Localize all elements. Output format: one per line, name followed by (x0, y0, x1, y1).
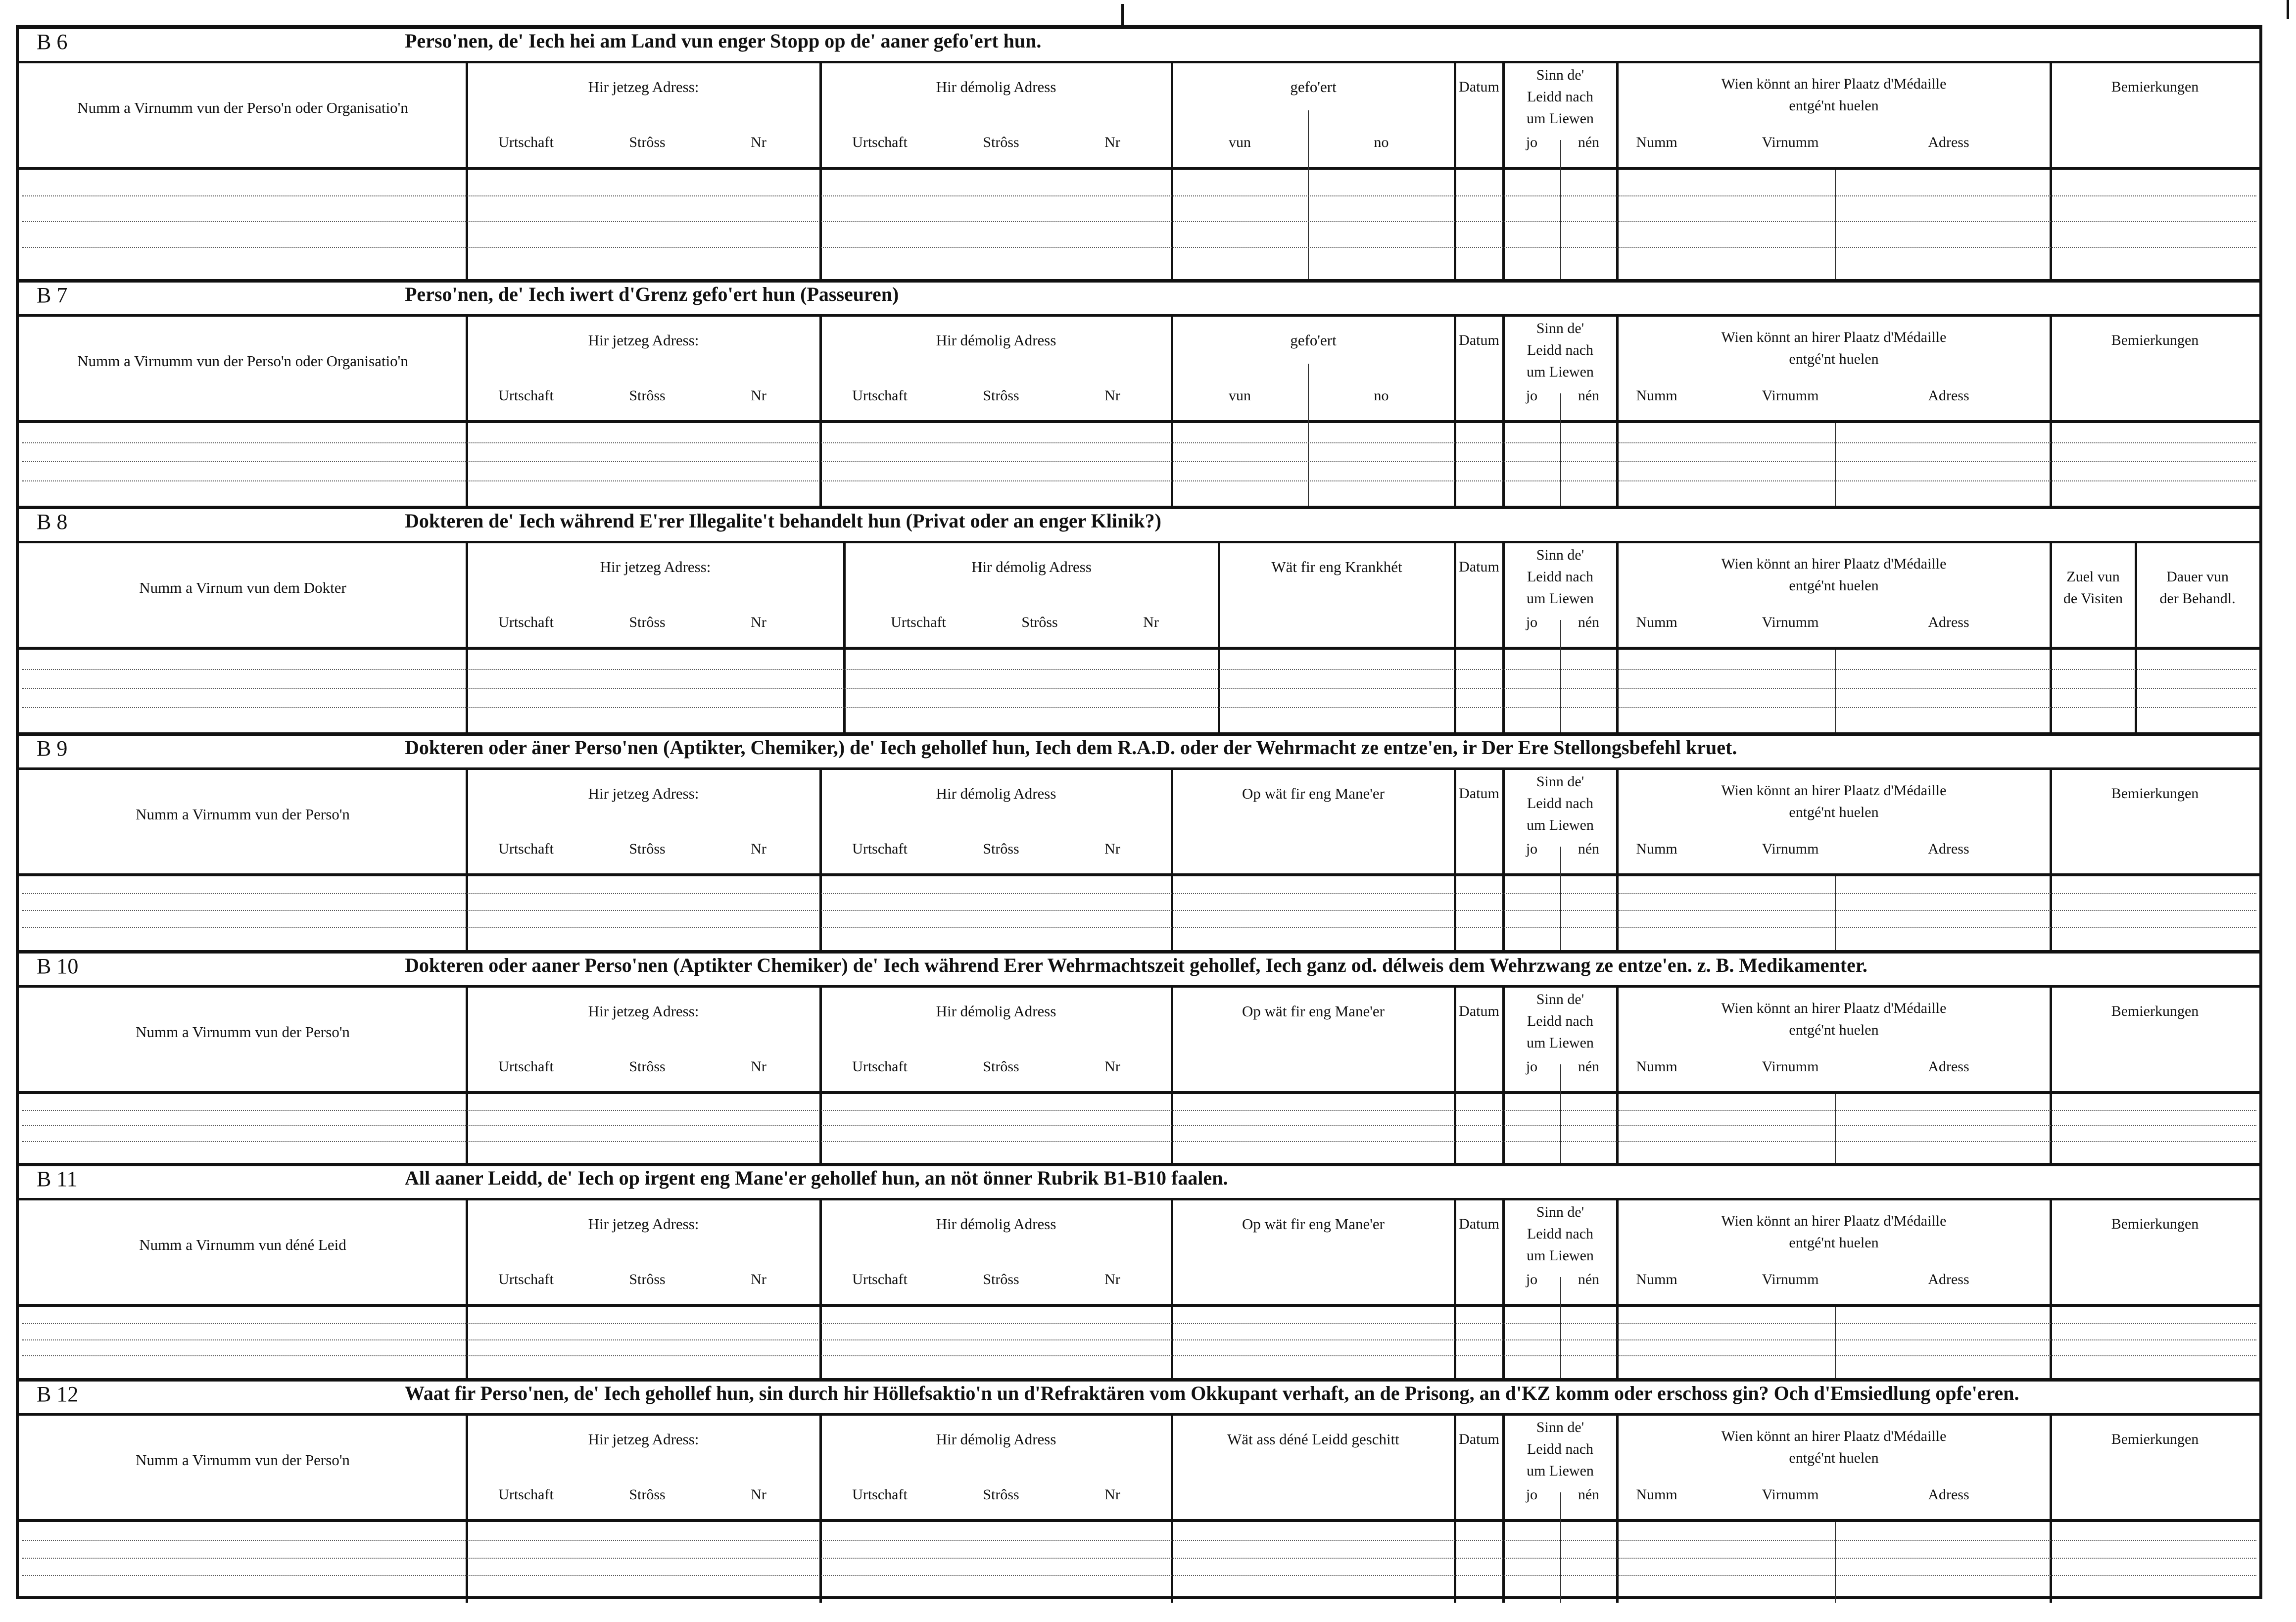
column-date: Datum (1459, 559, 1499, 575)
section-title-row (19, 283, 2259, 314)
column-remarks: Bemierkungen (2111, 332, 2199, 348)
column-former-address: Hir démolig Adress (936, 1002, 1056, 1020)
entry-row-line[interactable] (22, 461, 2256, 462)
section-code: B 10 (37, 954, 79, 978)
column-divider (1454, 314, 1456, 509)
sub-street: Strôss (983, 134, 1019, 150)
column-detail: Wät ass déné Leidd geschitt (1227, 1431, 1399, 1448)
column-alive-line: Sinn de' (1536, 1419, 1584, 1435)
sub-town: Urtschaft (852, 841, 908, 857)
sub-no: nén (1578, 134, 1600, 150)
sub-no: nén (1578, 387, 1600, 404)
column-alive-line: um Liewen (1527, 817, 1594, 833)
column-date: Datum (1459, 785, 1499, 802)
section-code: B 6 (37, 30, 68, 54)
sub-street: Strôss (629, 387, 666, 404)
from-to-divider (1308, 110, 1309, 283)
column-driven: gefo'ert (1290, 332, 1337, 349)
sub-medal-address: Adress (1928, 134, 1969, 150)
column-alive-line: um Liewen (1527, 1247, 1594, 1264)
column-person-name: Numm a Virnumm vun der Perso'n (136, 1023, 350, 1041)
column-former-address: Hir démolig Adress (936, 785, 1056, 802)
entry-row-line[interactable] (22, 1575, 2256, 1576)
entry-row-line[interactable] (22, 195, 2256, 196)
yes-no-divider (1560, 140, 1561, 283)
sub-number: Nr (1104, 841, 1120, 857)
column-divider (2135, 541, 2137, 736)
column-person-name: Numm a Virnumm vun déné Leid (139, 1236, 346, 1253)
column-medal-recipient: entgé'nt huelen (1789, 97, 1879, 114)
section-title-row (19, 954, 2259, 985)
section-code: B 12 (37, 1382, 79, 1406)
section-header (19, 1413, 2259, 1522)
sub-medal-name: Numm (1636, 1271, 1677, 1288)
section-code: B 7 (37, 283, 68, 307)
sub-to: no (1374, 387, 1389, 404)
column-alive-line: Sinn de' (1536, 320, 1584, 336)
sub-number: Nr (1104, 1058, 1120, 1075)
sub-town: Urtschaft (498, 841, 554, 857)
column-divider (819, 314, 822, 509)
entry-row-line[interactable] (22, 669, 2256, 670)
column-date: Datum (1459, 1216, 1499, 1232)
section-header (19, 61, 2259, 170)
sub-street: Strôss (983, 387, 1019, 404)
column-divider (1616, 767, 1619, 954)
column-medal-recipient: entgé'nt huelen (1789, 1450, 1879, 1466)
medal-divider (1835, 650, 1836, 736)
sub-from: vun (1229, 387, 1251, 404)
section-b8 (19, 506, 2259, 732)
section-title-row (19, 1166, 2259, 1198)
entry-row-line[interactable] (22, 1558, 2256, 1559)
column-medal-recipient: entgé'nt huelen (1789, 351, 1879, 367)
entry-row-line[interactable] (22, 707, 2256, 708)
column-alive-line: um Liewen (1527, 110, 1594, 127)
column-alive-line: Leidd nach (1527, 1013, 1594, 1029)
column-person-name: Numm a Virnumm vun der Perso'n oder Organisatio'n (77, 99, 408, 116)
column-person-name: Numm a Virnumm vun der Perso'n oder Organisatio'n (77, 352, 408, 370)
sub-no: nén (1578, 614, 1600, 630)
sub-medal-firstname: Virnumm (1762, 387, 1819, 404)
sub-number: Nr (1104, 387, 1120, 404)
column-detail: Op wät fir eng Mane'er (1242, 1002, 1385, 1020)
column-duration: Dauer vun (2166, 569, 2229, 585)
section-header (19, 985, 2259, 1094)
sub-town: Urtschaft (498, 614, 554, 630)
column-remarks: Bemierkungen (2111, 1003, 2199, 1019)
column-divider (1502, 61, 1505, 283)
column-current-address: Hir jetzeg Adress: (600, 558, 711, 575)
sub-number: Nr (1104, 134, 1120, 150)
section-title-row (19, 1382, 2259, 1413)
sub-street: Strôss (629, 134, 666, 150)
column-current-address: Hir jetzeg Adress: (588, 1002, 699, 1020)
column-divider (1502, 1413, 1505, 1603)
column-current-address: Hir jetzeg Adress: (588, 332, 699, 349)
column-alive-line: Leidd nach (1527, 342, 1594, 358)
column-date: Datum (1459, 1003, 1499, 1019)
sub-street: Strôss (629, 1271, 666, 1288)
column-current-address: Hir jetzeg Adress: (588, 1431, 699, 1448)
section-title: Perso'nen, de' Iech hei am Land vun enger Stopp op de' aaner gefo'ert hun. (405, 30, 1042, 52)
from-to-divider (1308, 364, 1309, 509)
section-header (19, 541, 2259, 650)
sub-yes: jo (1526, 387, 1538, 404)
column-divider (466, 767, 468, 954)
section-title: Perso'nen, de' Iech iwert d'Grenz gefo'ert hun (Passeuren) (405, 283, 899, 305)
entry-row-line[interactable] (22, 893, 2256, 894)
section-b11 (19, 1163, 2259, 1378)
medal-divider (1835, 423, 1836, 509)
sub-no: nén (1578, 1271, 1600, 1288)
yes-no-divider (1560, 1277, 1561, 1382)
sub-town: Urtschaft (852, 134, 908, 150)
column-former-address: Hir démolig Adress (936, 1215, 1056, 1233)
section-code: B 11 (37, 1167, 78, 1191)
column-alive-line: Sinn de' (1536, 1204, 1584, 1220)
column-alive-line: Sinn de' (1536, 991, 1584, 1007)
sub-street: Strôss (629, 1486, 666, 1503)
column-divider (1218, 541, 1220, 736)
sub-medal-firstname: Virnumm (1762, 1271, 1819, 1288)
entry-row-line[interactable] (22, 910, 2256, 911)
section-title: Waat fir Perso'nen, de' Iech gehollef hun, sin durch hir Höllefsaktio'n un d'Refraktären vom Okkupant verhaft, an de Prisong, an d'KZ komm oder erschoss gin? Och d'Emsiedlung opfe'eren. (405, 1382, 2019, 1404)
column-divider (1616, 985, 1619, 1166)
column-divider (819, 985, 822, 1166)
column-former-address: Hir démolig Adress (971, 558, 1092, 575)
column-divider (1502, 314, 1505, 509)
column-divider (1171, 1413, 1173, 1603)
sub-medal-firstname: Virnumm (1762, 1058, 1819, 1075)
sub-town: Urtschaft (852, 1271, 908, 1288)
entry-row-line[interactable] (22, 1141, 2256, 1142)
sub-medal-name: Numm (1636, 614, 1677, 630)
sub-number: Nr (751, 1058, 766, 1075)
column-alive-line: Leidd nach (1527, 1226, 1594, 1242)
entry-row-line[interactable] (22, 480, 2256, 481)
sub-medal-name: Numm (1636, 1486, 1677, 1503)
column-current-address: Hir jetzeg Adress: (588, 1215, 699, 1233)
sub-yes: jo (1526, 134, 1538, 150)
column-divider (1454, 985, 1456, 1166)
column-alive-line: um Liewen (1527, 590, 1594, 607)
section-code: B 9 (37, 736, 68, 761)
sub-street: Strôss (1021, 614, 1058, 630)
column-divider (2050, 314, 2052, 509)
entry-row-line[interactable] (22, 688, 2256, 689)
sub-street: Strôss (629, 841, 666, 857)
column-divider (1502, 1198, 1505, 1382)
section-code: B 8 (37, 510, 68, 534)
entry-row-line[interactable] (22, 927, 2256, 928)
sub-town: Urtschaft (891, 614, 946, 630)
column-remarks: Bemierkungen (2111, 79, 2199, 95)
column-former-address: Hir démolig Adress (936, 78, 1056, 95)
column-remarks: Bemierkungen (2111, 1216, 2199, 1232)
section-header (19, 767, 2259, 876)
column-divider (819, 1198, 822, 1382)
column-divider (2050, 61, 2052, 283)
sub-number: Nr (751, 134, 766, 150)
sub-from: vun (1229, 134, 1251, 150)
section-title: Dokteren de' Iech während E'rer Illegalite't behandelt hun (Privat oder an enger Klinik?) (405, 510, 1161, 532)
sub-medal-address: Adress (1928, 387, 1969, 404)
section-title-row (19, 29, 2259, 61)
entry-row-line[interactable] (22, 442, 2256, 443)
column-divider (466, 61, 468, 283)
column-medal-recipient: Wien könnt an hirer Plaatz d'Médaille (1721, 76, 1947, 92)
column-detail: Op wät fir eng Mane'er (1242, 785, 1385, 802)
sub-town: Urtschaft (852, 387, 908, 404)
column-divider (1171, 314, 1173, 509)
sub-no: nén (1578, 1058, 1600, 1075)
column-medal-recipient: Wien könnt an hirer Plaatz d'Médaille (1721, 782, 1947, 799)
entry-row-line[interactable] (22, 1355, 2256, 1356)
column-divider (1616, 1413, 1619, 1603)
column-date: Datum (1459, 1431, 1499, 1447)
column-divider (2050, 1198, 2052, 1382)
sub-medal-firstname: Virnumm (1762, 614, 1819, 630)
sub-medal-firstname: Virnumm (1762, 841, 1819, 857)
column-divider (1616, 1198, 1619, 1382)
medal-divider (1835, 876, 1836, 954)
column-medal-recipient: entgé'nt huelen (1789, 577, 1879, 594)
section-b12 (19, 1378, 2259, 1599)
column-duration: der Behandl. (2159, 590, 2236, 607)
column-divider (819, 1413, 822, 1603)
medal-divider (1835, 1522, 1836, 1603)
column-divider (466, 1413, 468, 1603)
column-former-address: Hir démolig Adress (936, 1431, 1056, 1448)
column-detail: Op wät fir eng Mane'er (1242, 1215, 1385, 1233)
sub-number: Nr (1104, 1271, 1120, 1288)
column-date: Datum (1459, 79, 1499, 95)
yes-no-divider (1560, 1064, 1561, 1166)
medal-divider (1835, 1307, 1836, 1382)
section-b9 (19, 732, 2259, 950)
sub-medal-firstname: Virnumm (1762, 134, 1819, 150)
column-alive-line: Leidd nach (1527, 1441, 1594, 1457)
entry-row-line[interactable] (22, 1540, 2256, 1541)
column-divider (1454, 61, 1456, 283)
entry-row-line[interactable] (22, 221, 2256, 222)
column-medal-recipient: entgé'nt huelen (1789, 804, 1879, 820)
sub-yes: jo (1526, 1486, 1538, 1503)
sub-medal-name: Numm (1636, 841, 1677, 857)
column-divider (466, 1198, 468, 1382)
column-date: Datum (1459, 332, 1499, 348)
column-divider (1171, 61, 1173, 283)
sub-number: Nr (751, 387, 766, 404)
sub-street: Strôss (629, 1058, 666, 1075)
section-header (19, 1198, 2259, 1307)
sub-no: nén (1578, 1486, 1600, 1503)
column-alive-line: um Liewen (1527, 1463, 1594, 1479)
column-person-name: Numm a Virnumm vun der Perso'n (136, 1451, 350, 1469)
medal-divider (1835, 170, 1836, 283)
sub-yes: jo (1526, 1058, 1538, 1075)
column-medal-recipient: entgé'nt huelen (1789, 1235, 1879, 1251)
entry-row-line[interactable] (22, 1339, 2256, 1340)
section-title-row (19, 509, 2259, 541)
column-divider (1502, 541, 1505, 736)
section-b7 (19, 279, 2259, 506)
column-divider (1502, 985, 1505, 1166)
yes-no-divider (1560, 393, 1561, 509)
column-medal-recipient: entgé'nt huelen (1789, 1022, 1879, 1038)
sub-medal-name: Numm (1636, 1058, 1677, 1075)
sub-yes: jo (1526, 614, 1538, 630)
sub-number: Nr (751, 614, 766, 630)
top-crop-mark (1121, 4, 1124, 26)
entry-row-line[interactable] (22, 1125, 2256, 1126)
entry-row-line[interactable] (22, 1110, 2256, 1111)
column-remarks: Bemierkungen (2111, 1431, 2199, 1447)
column-medal-recipient: Wien könnt an hirer Plaatz d'Médaille (1721, 1428, 1947, 1444)
column-medal-recipient: Wien könnt an hirer Plaatz d'Médaille (1721, 329, 1947, 345)
column-divider (1454, 541, 1456, 736)
sub-no: nén (1578, 841, 1600, 857)
column-divider (466, 985, 468, 1166)
column-current-address: Hir jetzeg Adress: (588, 78, 699, 95)
entry-row-line[interactable] (22, 1323, 2256, 1324)
column-divider (819, 61, 822, 283)
column-alive-line: Leidd nach (1527, 89, 1594, 105)
sub-town: Urtschaft (852, 1486, 908, 1503)
column-detail: Wät fir eng Krankhét (1271, 558, 1402, 575)
column-alive-line: um Liewen (1527, 1035, 1594, 1051)
section-header (19, 314, 2259, 423)
column-divider (1454, 1198, 1456, 1382)
column-divider (466, 541, 468, 736)
section-title: All aaner Leidd, de' Iech op irgent eng Mane'er gehollef hun, an nöt önner Rubrik B1-B10 faalen. (405, 1167, 1228, 1189)
sub-to: no (1374, 134, 1389, 150)
sub-town: Urtschaft (852, 1058, 908, 1075)
sub-medal-address: Adress (1928, 841, 1969, 857)
column-remarks: Bemierkungen (2111, 785, 2199, 802)
column-medal-recipient: Wien könnt an hirer Plaatz d'Médaille (1721, 1000, 1947, 1016)
yes-no-divider (1560, 847, 1561, 954)
column-driven: gefo'ert (1290, 78, 1337, 95)
sub-medal-address: Adress (1928, 614, 1969, 630)
column-divider (1616, 314, 1619, 509)
column-divider (2050, 541, 2052, 736)
column-visits: Zuel vun (2066, 569, 2120, 585)
column-divider (843, 541, 846, 736)
column-alive-line: Leidd nach (1527, 569, 1594, 585)
sub-street: Strôss (983, 841, 1019, 857)
section-title: Dokteren oder äner Perso'nen (Aptikter, Chemiker,) de' Iech gehollef hun, Iech dem R.A.D. oder der Wehrmacht ze entze'en, ir Der Ere Stellongsbefehl kruet. (405, 736, 1737, 759)
column-divider (466, 314, 468, 509)
column-current-address: Hir jetzeg Adress: (588, 785, 699, 802)
sub-number: Nr (751, 1486, 766, 1503)
section-title: Dokteren oder aaner Perso'nen (Aptikter Chemiker) de' Iech während Erer Wehrmachtszeit gehollef, Iech ganz od. délweis dem Wehrzwang ze entze'en. z. B. Medikamenter. (405, 954, 1867, 976)
right-edge-mark (2287, 0, 2289, 19)
column-alive-line: Leidd nach (1527, 795, 1594, 811)
sub-street: Strôss (983, 1486, 1019, 1503)
column-divider (1171, 767, 1173, 954)
column-divider (1171, 985, 1173, 1166)
sub-town: Urtschaft (498, 1486, 554, 1503)
entry-row-line[interactable] (22, 247, 2256, 248)
sub-medal-name: Numm (1636, 387, 1677, 404)
yes-no-divider (1560, 620, 1561, 736)
column-person-name: Numm a Virnum vun dem Dokter (139, 579, 346, 596)
sub-street: Strôss (983, 1271, 1019, 1288)
column-medal-recipient: Wien könnt an hirer Plaatz d'Médaille (1721, 556, 1947, 572)
section-b6 (19, 26, 2259, 279)
sub-number: Nr (751, 841, 766, 857)
sub-town: Urtschaft (498, 387, 554, 404)
sub-medal-address: Adress (1928, 1486, 1969, 1503)
sub-street: Strôss (983, 1058, 1019, 1075)
sub-town: Urtschaft (498, 1271, 554, 1288)
sub-yes: jo (1526, 841, 1538, 857)
sub-street: Strôss (629, 614, 666, 630)
column-divider (1171, 1198, 1173, 1382)
column-divider (1502, 767, 1505, 954)
medal-divider (1835, 1094, 1836, 1166)
sub-number: Nr (751, 1271, 766, 1288)
column-alive-line: um Liewen (1527, 364, 1594, 380)
sub-medal-name: Numm (1636, 134, 1677, 150)
column-divider (2050, 985, 2052, 1166)
section-title-row (19, 736, 2259, 767)
column-medal-recipient: Wien könnt an hirer Plaatz d'Médaille (1721, 1213, 1947, 1229)
sub-yes: jo (1526, 1271, 1538, 1288)
sub-town: Urtschaft (498, 1058, 554, 1075)
column-alive-line: Sinn de' (1536, 547, 1584, 563)
column-divider (1454, 767, 1456, 954)
column-alive-line: Sinn de' (1536, 67, 1584, 83)
column-divider (1454, 1413, 1456, 1603)
sub-medal-address: Adress (1928, 1271, 1969, 1288)
column-divider (1616, 541, 1619, 736)
column-divider (2050, 1413, 2052, 1603)
section-b10 (19, 950, 2259, 1163)
column-person-name: Numm a Virnumm vun der Perso'n (136, 806, 350, 823)
column-visits: de Visiten (2063, 590, 2123, 607)
sub-medal-address: Adress (1928, 1058, 1969, 1075)
sub-town: Urtschaft (498, 134, 554, 150)
yes-no-divider (1560, 1492, 1561, 1603)
column-divider (2050, 767, 2052, 954)
column-divider (1616, 61, 1619, 283)
column-alive-line: Sinn de' (1536, 773, 1584, 790)
sub-medal-firstname: Virnumm (1762, 1486, 1819, 1503)
sub-number: Nr (1104, 1486, 1120, 1503)
column-former-address: Hir démolig Adress (936, 332, 1056, 349)
sub-number: Nr (1143, 614, 1159, 630)
column-divider (819, 767, 822, 954)
